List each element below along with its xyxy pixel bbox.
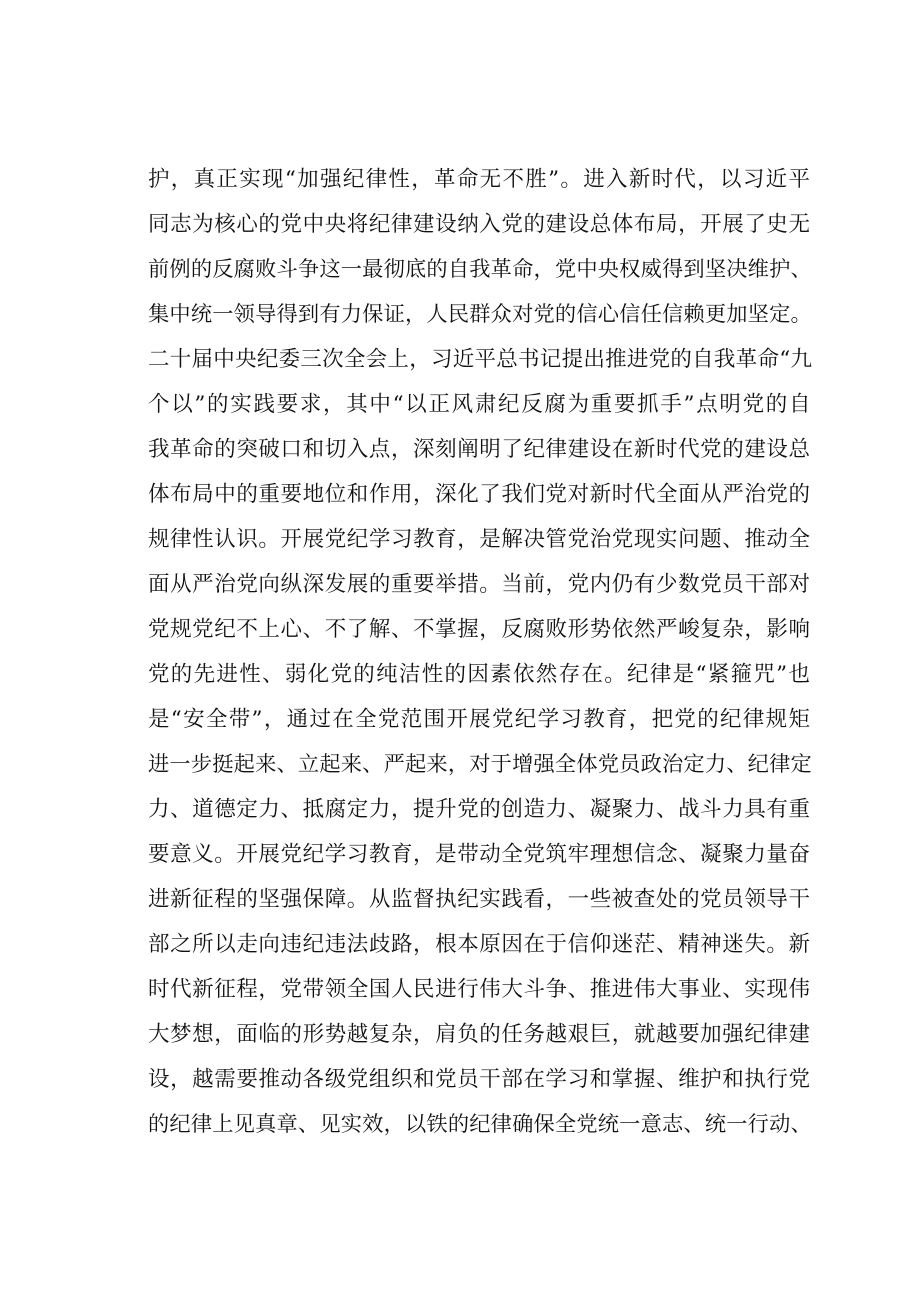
text-line: 进新征程的坚强保障。从监督执纪实践看，一些被查处的党员领导干 [148, 887, 811, 912]
text-line: 前例的反腐败斗争这一最彻底的自我革命，党中央权威得到坚决维护、 [148, 257, 812, 282]
text-line: 二十届中央纪委三次全会上，习近平总书记提出推进党的自我革命“九 [148, 347, 812, 372]
text-line: 的纪律上见真章、见实效，以铁的纪律确保全党统一意志、统一行动、 [148, 1112, 812, 1137]
text-line: 同志为核心的党中央将纪律建设纳入党的建设总体布局，开展了史无 [148, 212, 811, 237]
text-line: 规律性认识。开展党纪学习教育，是解决管党治党现实问题、推动全 [148, 527, 811, 552]
text-line: 力、道德定力、抵腐定力，提升党的创造力、凝聚力、战斗力具有重 [148, 797, 811, 822]
text-line: 护，真正实现“加强纪律性，革命无不胜”。进入新时代，以习近平 [148, 167, 812, 192]
text-line: 体布局中的重要地位和作用，深化了我们党对新时代全面从严治党的 [148, 482, 811, 507]
text-line: 要意义。开展党纪学习教育，是带动全党筑牢理想信念、凝聚力量奋 [148, 842, 811, 867]
text-line: 大梦想，面临的形势越复杂，肩负的任务越艰巨，就越要加强纪律建 [148, 1022, 811, 1047]
text-line: 部之所以走向违纪违法歧路，根本原因在于信仰迷茫、精神迷失。新 [148, 932, 811, 957]
text-line: 集中统一领导得到有力保证，人民群众对党的信心信任信赖更加坚定。 [148, 302, 812, 327]
text-line: 面从严治党向纵深发展的重要举措。当前，党内仍有少数党员干部对 [148, 572, 811, 597]
text-line: 党的先进性、弱化党的纯洁性的因素依然存在。纪律是“紧箍咒”也 [148, 662, 812, 687]
text-line: 我革命的突破口和切入点，深刻阐明了纪律建设在新时代党的建设总 [148, 437, 811, 462]
text-line: 党规党纪不上心、不了解、不掌握，反腐败形势依然严峻复杂，影响 [148, 617, 811, 642]
text-line: 时代新征程，党带领全国人民进行伟大斗争、推进伟大事业、实现伟 [148, 977, 811, 1002]
text-line: 设，越需要推动各级党组织和党员干部在学习和掌握、维护和执行党 [148, 1067, 811, 1092]
text-line: 个以”的实践要求，其中“以正风肃纪反腐为重要抓手”点明党的自 [148, 392, 812, 417]
text-line: 是“安全带”，通过在全党范围开展党纪学习教育，把党的纪律规矩 [148, 707, 812, 732]
text-line: 进一步挺起来、立起来、严起来，对于增强全体党员政治定力、纪律定 [148, 752, 812, 777]
body-text [148, 157, 828, 1147]
